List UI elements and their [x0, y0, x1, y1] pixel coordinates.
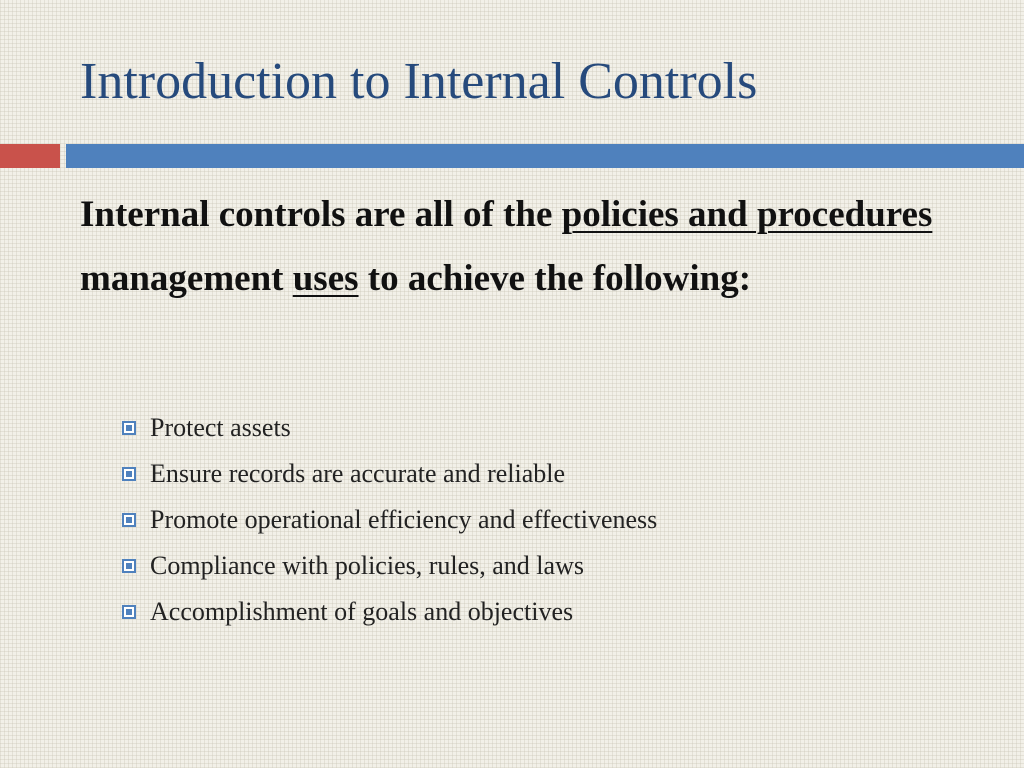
bullet-text: Protect assets — [150, 413, 291, 442]
bullet-item — [122, 405, 657, 451]
accent-bar-blue — [66, 144, 1024, 168]
accent-bar-red — [0, 144, 60, 168]
slide-title: Introduction to Internal Controls — [80, 53, 758, 110]
intro-underlined-uses: uses — [292, 258, 359, 299]
bullet-item — [122, 589, 657, 635]
bullet-item — [122, 497, 657, 543]
bullet-text: Accomplishment of goals and objectives — [150, 597, 574, 626]
bullet-text: Ensure records are accurate and reliable — [150, 459, 566, 488]
bullet-item — [122, 451, 657, 497]
square-bullet-icon — [122, 559, 136, 573]
bullet-item — [122, 543, 657, 589]
intro-paragraph — [80, 183, 960, 311]
square-bullet-icon — [122, 513, 136, 527]
intro-text-3: to achieve the following: — [358, 258, 752, 299]
bullet-text: Promote operational efficiency and effectiveness — [150, 505, 658, 534]
square-bullet-icon — [122, 605, 136, 619]
intro-text-2: management — [80, 258, 293, 299]
square-bullet-icon — [122, 467, 136, 481]
bullet-text: Compliance with policies, rules, and laws — [150, 551, 584, 580]
intro-underlined-policies-procedures: policies and procedures — [561, 194, 933, 235]
square-bullet-icon — [122, 421, 136, 435]
intro-text-1: Internal controls are all of the — [80, 194, 562, 235]
bullet-list — [122, 405, 657, 635]
